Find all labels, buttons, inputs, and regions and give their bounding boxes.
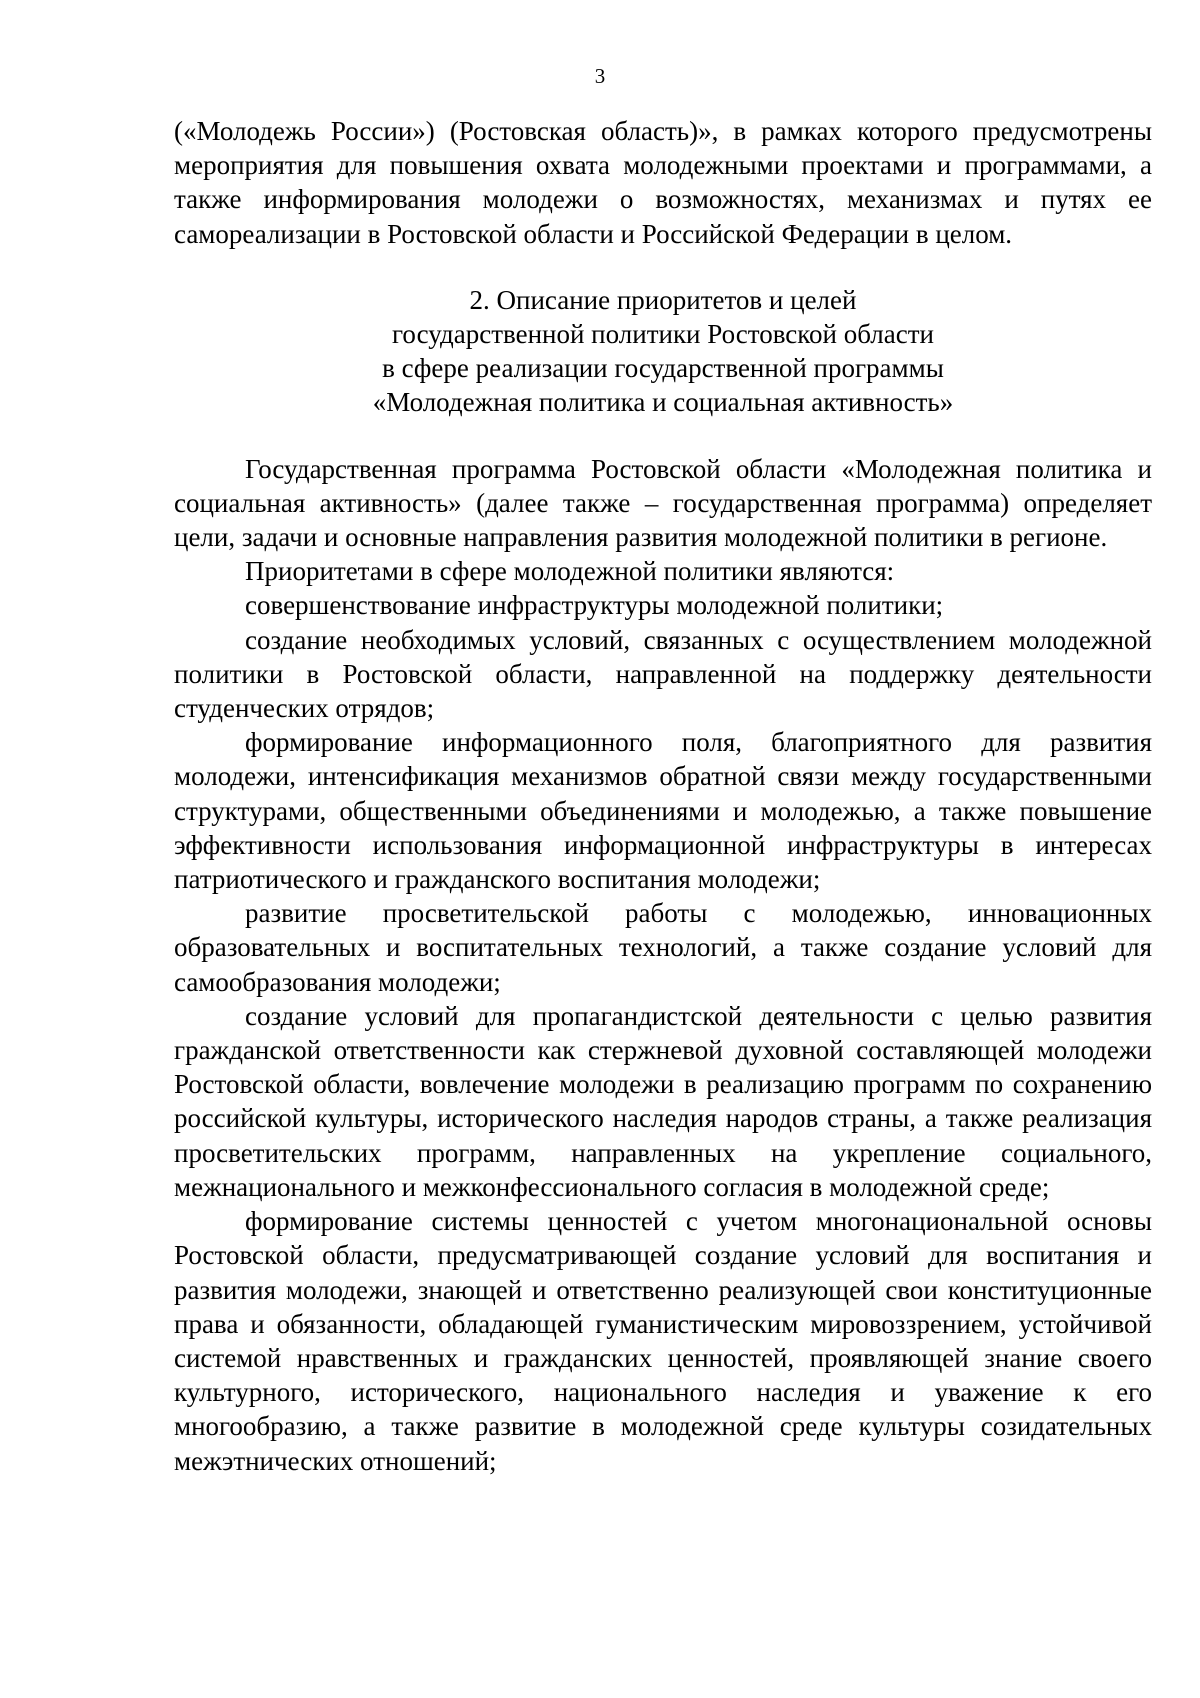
section-heading-line: 2. Описание приоритетов и целей <box>469 284 857 315</box>
priority-item: совершенствование инфраструктуры молодежной политики; <box>245 590 944 621</box>
section-heading-line: «Молодежная политика и социальная активность» <box>372 387 954 418</box>
section-heading-line: в сфере реализации государственной программы <box>382 353 944 384</box>
priority-item: формирование системы ценностей с учетом многонациональной основы Ростовской области, предусматривающей создание условий для воспитания и развития молодежи, знающей и ответственно реализующей свои конституционные права и обязанности, обладающей гуманистическим мировоззрением, устойчивой системой нравственных и гражданских ценностей, проявляющей знание своего культурного, исторического, национального наследия и уважение к его многообразию, а также развитие в молодежной среде культуры созидательных межэтнических отношений; <box>174 1206 1152 1476</box>
page-number: 3 <box>594 64 606 88</box>
priority-item: создание условий для пропагандистской деятельности с целью развития гражданской ответственности как стержневой духовной составляющей молодежи Ростовской области, вовлечение молодежи в реализацию программ по сохранению российской культуры, исторического наследия народов страны, а также реализация просветительских программ, направленных на укрепление социального, межнационального и межконфессионального согласия в молодежной среде; <box>174 1000 1152 1202</box>
priorities-intro-paragraph: Приоритетами в сфере молодежной политики являются: <box>245 556 895 587</box>
program-definition-paragraph: Государственная программа Ростовской области «Молодежная политика и социальная активность» (далее также – государственная программа) определяет цели, задачи и основные направления развития молодежной политики в регионе. <box>174 453 1152 553</box>
intro-paragraph: («Молодежь России») (Ростовская область)», в рамках которого предусмотрены мероприятия для повышения охвата молодежными проектами и программами, а также информирования молодежи о возможностях, механизмах и путях ее самореализации в Ростовской области и Российской Федерации в целом. <box>174 116 1152 249</box>
section-heading <box>174 283 1152 420</box>
section-heading-line: государственной политики Ростовской области <box>392 319 934 350</box>
document-body <box>174 114 1152 1478</box>
priority-item: создание необходимых условий, связанных с осуществлением молодежной политики в Ростовской области, направленной на поддержку деятельности студенческих отрядов; <box>174 624 1152 724</box>
priority-item: формирование информационного поля, благоприятного для развития молодежи, интенсификация механизмов обратной связи между государственными структурами, общественными объединениями и молодежью, а также повышение эффективности использования информационной инфраструктуры в интересах патриотического и гражданского воспитания молодежи; <box>174 727 1152 895</box>
priority-item: развитие просветительской работы с молодежью, инновационных образовательных и воспитательных технологий, а также создание условий для самообразования молодежи; <box>174 898 1152 997</box>
